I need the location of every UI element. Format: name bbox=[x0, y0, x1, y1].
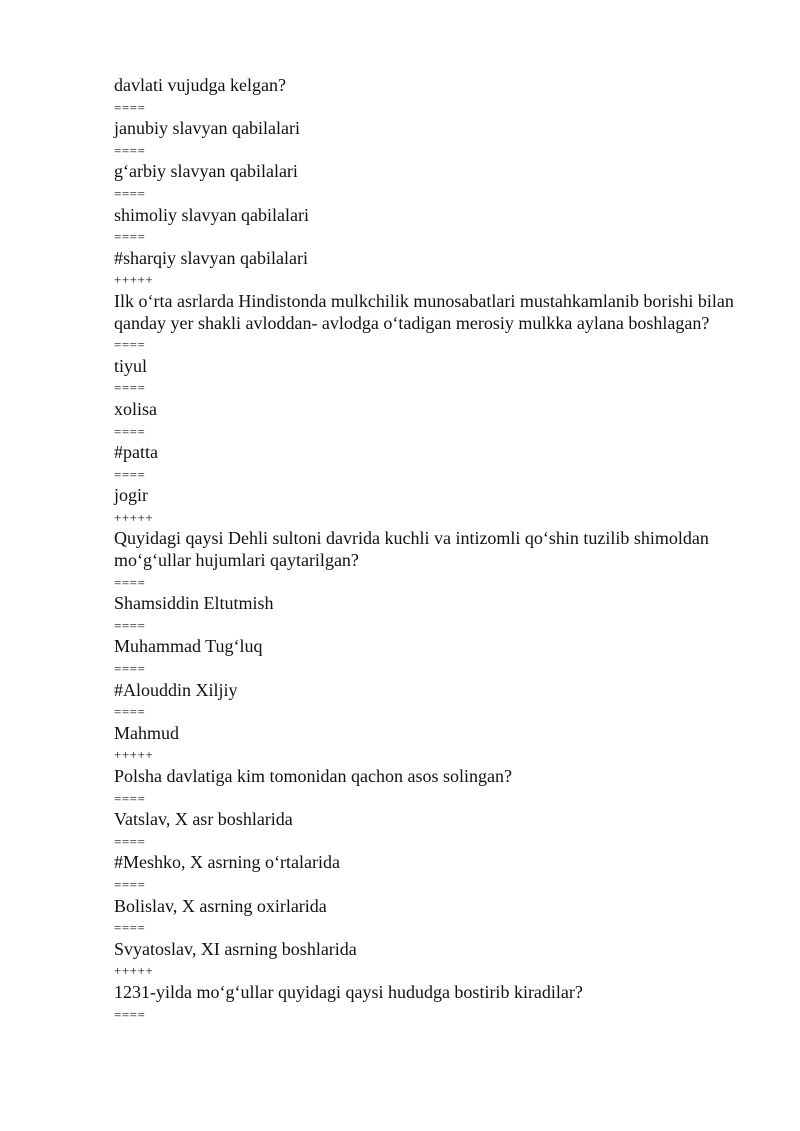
question-text: Quyidagi qaysi Dehli sultoni davrida kuchli va intizomli qo‘shin tuzilib shimoldan mo‘g‘ullar hujumlari qaytarilgan? bbox=[114, 528, 714, 571]
answer-option: shimoliy slavyan qabilalari bbox=[114, 204, 309, 225]
answer-option: #sharqiy slavyan qabilalari bbox=[114, 247, 308, 268]
separator-line: ==== bbox=[114, 229, 146, 245]
separator-line: ==== bbox=[114, 1006, 146, 1022]
answer-option: Shamsiddin Eltutmish bbox=[114, 593, 274, 614]
question-separator: +++++ bbox=[114, 509, 154, 525]
separator-line: ==== bbox=[114, 185, 146, 201]
answer-option: tiyul bbox=[114, 355, 148, 376]
separator-line: ==== bbox=[114, 790, 146, 806]
separator-line: ==== bbox=[114, 466, 146, 482]
answer-option: janubiy slavyan qabilalari bbox=[114, 118, 300, 139]
separator-line: ==== bbox=[114, 920, 146, 936]
separator-line: ==== bbox=[114, 380, 146, 396]
separator-line: ==== bbox=[114, 337, 146, 353]
separator-line: ==== bbox=[114, 704, 146, 720]
question-text: 1231-yilda mo‘g‘ullar quyidagi qaysi hududga bostirib kiradilar? bbox=[114, 981, 583, 1002]
answer-option: jogir bbox=[114, 485, 148, 506]
question-separator: +++++ bbox=[114, 963, 154, 979]
text-line: davlati vujudga kelgan? bbox=[114, 75, 286, 95]
separator-line: ==== bbox=[114, 99, 146, 115]
question-text: Polsha davlatiga kim tomonidan qachon asos solingan? bbox=[114, 766, 512, 786]
answer-option: g‘arbiy slavyan qabilalari bbox=[114, 161, 298, 182]
question-separator: +++++ bbox=[114, 272, 154, 288]
separator-line: ==== bbox=[114, 574, 146, 590]
answer-option: #patta bbox=[114, 442, 158, 463]
answer-option: Muhammad Tug‘luq bbox=[114, 636, 263, 657]
answer-option: Vatslav, X asr boshlarida bbox=[114, 809, 293, 830]
answer-option: Bolislav, X asrning oxirlarida bbox=[114, 895, 327, 916]
question-text: Ilk o‘rta asrlarda Hindistonda mulkchilik munosabatlari mustahkamlanib borishi bilan qanday yer shakli avloddan- avlodga o‘tadigan merosiy mulkka aylana boshlagan? bbox=[114, 290, 739, 333]
separator-line: ==== bbox=[114, 833, 146, 849]
answer-option: Svyatoslav, XI asrning boshlarida bbox=[114, 938, 357, 959]
separator-line: ==== bbox=[114, 661, 146, 677]
separator-line: ==== bbox=[114, 617, 146, 633]
answer-option: #Meshko, X asrning o‘rtalarida bbox=[114, 852, 340, 873]
answer-option: Mahmud bbox=[114, 722, 179, 743]
separator-line: ==== bbox=[114, 876, 146, 892]
document-page bbox=[114, 75, 754, 1025]
question-separator: +++++ bbox=[114, 747, 154, 763]
separator-line: ==== bbox=[114, 423, 146, 439]
answer-option: #Alouddin Xiljiy bbox=[114, 679, 238, 700]
answer-option: xolisa bbox=[114, 398, 157, 419]
separator-line: ==== bbox=[114, 142, 146, 158]
